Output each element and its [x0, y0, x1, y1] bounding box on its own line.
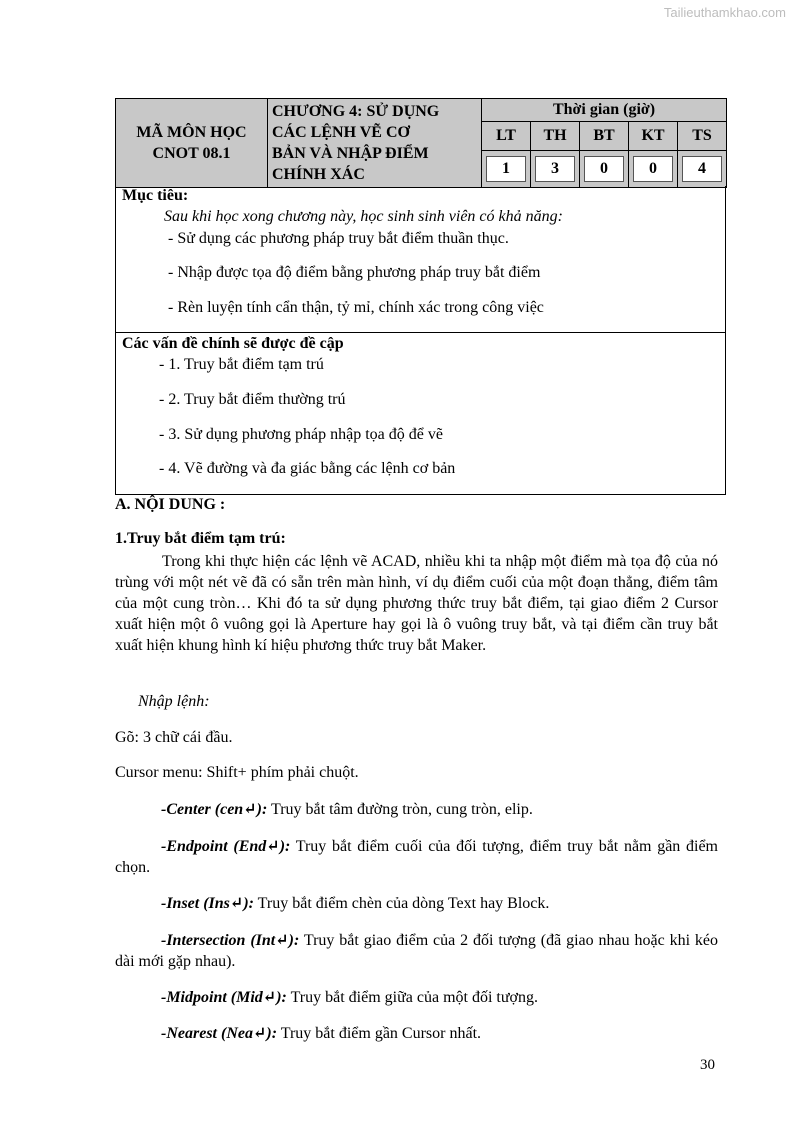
watermark: Tailieuthamkhao.com: [663, 5, 786, 20]
option-term: -Midpoint (Mid↵):: [161, 989, 287, 1006]
column-header-bt: BT: [580, 122, 629, 151]
value-bt: 0: [584, 156, 624, 182]
value-cell-lt: [482, 151, 531, 188]
option-term: -Nearest (Nea↵):: [161, 1025, 278, 1042]
value-ts: 4: [682, 156, 722, 182]
objective-item: - Sử dụng các phương pháp truy bắt điểm thuần thục.: [168, 230, 509, 247]
column-header-th: TH: [531, 122, 580, 151]
subsection-title: 1.Truy bắt điểm tạm trú:: [115, 530, 286, 547]
snap-option-nearest: [115, 1023, 718, 1044]
option-term: -Intersection (Int↵):: [161, 932, 300, 949]
chapter-title-cell: [268, 99, 482, 188]
column-header-ts: TS: [678, 122, 727, 151]
section-title: A. NỘI DUNG :: [115, 496, 226, 513]
column-header-kt: KT: [629, 122, 678, 151]
value-th: 3: [535, 156, 575, 182]
option-desc: Truy bắt tâm đường tròn, cung tròn, elip.: [267, 801, 533, 818]
input-label: Nhập lệnh:: [138, 693, 210, 710]
topics-box: [115, 332, 726, 495]
time-label: Thời gian (giờ): [482, 99, 727, 122]
option-desc: Truy bắt điểm chèn của dòng Text hay Block.: [253, 895, 550, 912]
objectives-title: Mục tiêu:: [122, 187, 189, 204]
value-cell-kt: [629, 151, 678, 188]
option-term: -Center (cen↵):: [161, 801, 268, 818]
option-desc: Truy bắt điểm giữa của một đối tượng.: [286, 989, 538, 1006]
snap-option-insert: [115, 893, 718, 914]
chapter-title-line: CHÍNH XÁC: [272, 166, 365, 183]
snap-option-midpoint: [115, 987, 718, 1008]
course-header-table: [115, 98, 727, 188]
value-lt: 1: [486, 156, 526, 182]
topic-item: - 4. Vẽ đường và đa giác bằng các lệnh cơ bản: [159, 460, 456, 477]
objectives-box: [115, 186, 726, 333]
snap-option-endpoint: [115, 836, 718, 878]
typing-note: Gõ: 3 chữ cái đầu.: [115, 729, 233, 746]
option-term: -Endpoint (End↵):: [161, 838, 291, 855]
chapter-title-line: CÁC LỆNH VẼ CƠ: [272, 124, 410, 141]
chapter-title-line: BẢN VÀ NHẬP ĐIỂM: [272, 145, 429, 162]
chapter-title-line: CHƯƠNG 4: SỬ DỤNG: [272, 103, 440, 120]
objectives-intro: Sau khi học xong chương này, học sinh sinh viên có khả năng:: [164, 208, 563, 225]
option-desc: Truy bắt điểm cuối của đối tượng, điểm truy bắt nằm gần điểm chọn.: [115, 838, 719, 876]
topic-item: - 3. Sử dụng phương pháp nhập tọa độ để vẽ: [159, 426, 443, 443]
snap-option-center: [115, 799, 718, 820]
option-desc: Truy bắt giao điểm của 2 đối tượng (đã giao nhau hoặc khi kéo dài mới gặp nhau).: [115, 932, 719, 970]
course-code-label: MÃ MÔN HỌC: [136, 124, 247, 141]
topics-title: Các vấn đề chính sẽ được đề cập: [122, 335, 344, 352]
cursor-menu-note: Cursor menu: Shift+ phím phải chuột.: [115, 764, 359, 781]
value-cell-th: [531, 151, 580, 188]
topic-item: - 1. Truy bắt điểm tạm trú: [159, 356, 324, 373]
objective-item: - Rèn luyện tính cẩn thận, tỷ mỉ, chính xác trong công việc: [168, 299, 544, 316]
topic-item: - 2. Truy bắt điểm thường trú: [159, 391, 346, 408]
option-desc: Truy bắt điểm gần Cursor nhất.: [277, 1025, 482, 1042]
value-kt: 0: [633, 156, 673, 182]
value-cell-bt: [580, 151, 629, 188]
page-number: 30: [700, 1057, 715, 1073]
option-term: -Inset (Ins↵):: [161, 895, 254, 912]
course-code: CNOT 08.1: [152, 145, 231, 162]
value-cell-ts: [678, 151, 727, 188]
intro-paragraph: Trong khi thực hiện các lệnh vẽ ACAD, nhiều khi ta nhập một điểm mà tọa độ của nó trùng với một nét vẽ đã có sẵn trên màn hình, ví dụ điểm cuối của một đoạn thẳng, điểm tâm của một cung tròn… Khi đó ta sử dụng phương thức truy bắt điểm, tại giao điểm 2 Cursor xuất hiện một ô vuông gọi là Aperture hay gọi là ô vuông truy bắt, và tại điểm cần truy bắt xuất hiện khung hình kí hiệu phương thức truy bắt Maker.: [115, 553, 718, 654]
snap-option-intersection: [115, 930, 718, 972]
objective-item: - Nhập được tọa độ điểm bằng phương pháp truy bắt điểm: [168, 264, 541, 281]
column-header-lt: LT: [482, 122, 531, 151]
course-code-cell: [116, 99, 268, 188]
